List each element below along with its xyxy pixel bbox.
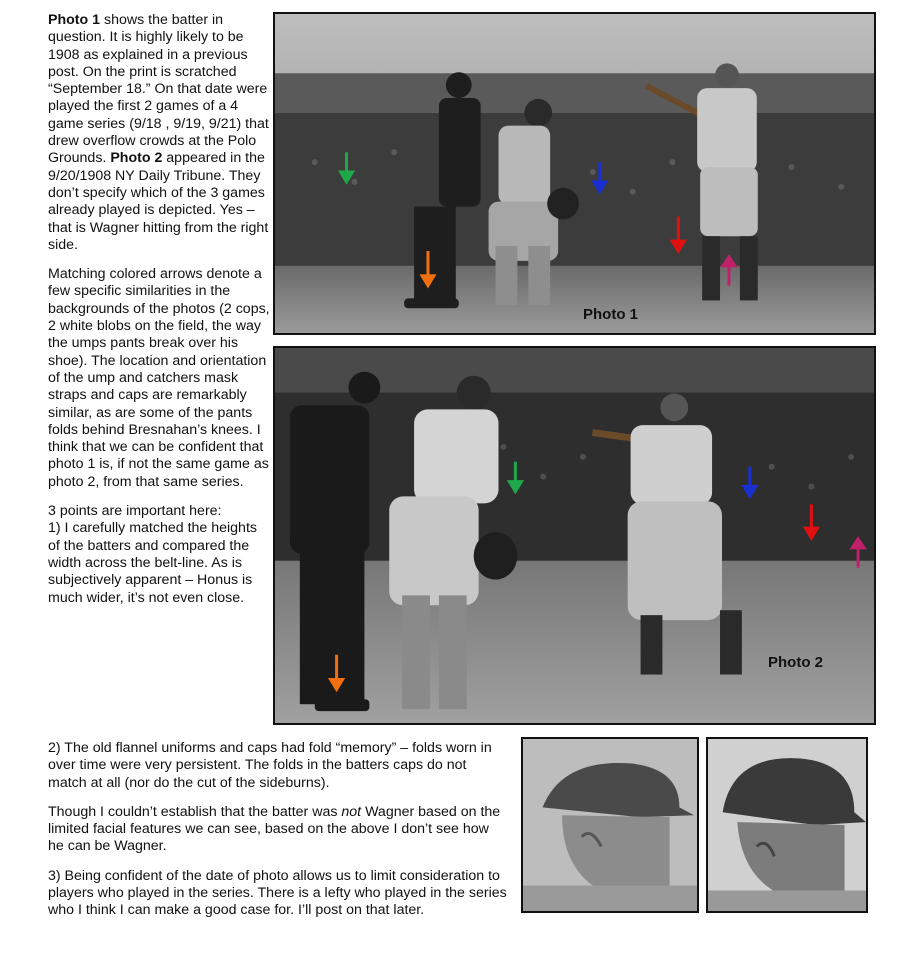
conclusion-text-1: Though I couldn’t establish that the batter was xyxy=(48,803,342,820)
conclusion-text-2: Wagner based on the limited facial features we can see, based on the above I don’t see how he can be Wagner. xyxy=(48,803,501,855)
photo1-label: Photo 1 xyxy=(583,306,638,323)
closeup-wagner-photo2 xyxy=(706,737,868,913)
closeup-batter-photo1 xyxy=(521,737,699,913)
paragraph-arrows: Matching colored arrows denote a few specific similarities in the backgrounds of the photos (2 cops, 2 white blobs on the field, the way the umps pants break over his shoe). The location and orientation of the ump and catchers mask straps and caps are remarkably similar, as are some of the pants folds behind Bresnahan’s knees. I think that we can be confident that photo 1 is, if not the same game as photo 2, from that same series. xyxy=(48,266,270,490)
closeup-1-image xyxy=(523,739,697,911)
points-heading: 3 points are important here: xyxy=(48,503,222,520)
photo-1-image xyxy=(275,14,874,333)
paragraph-wagner-conclusion xyxy=(48,804,508,856)
point-1: 1) I carefully matched the heights of the batters and compared the width across the belt-line. As is subjectively apparent – Honus is much wider, it’s not even close. xyxy=(48,520,257,606)
bottom-text-column xyxy=(48,740,508,920)
photo2-label: Photo 2 xyxy=(768,654,823,671)
closeup-2-image xyxy=(708,739,866,911)
intro-text-1: shows the batter in question. It is highly likely to be 1908 as explained in a previous post. On the print is scratched “September 18.” On that date were played the first 2 games of a 4 game series (9/18 , 9/19, 9/21) that drew overflow crowds at the Polo Grounds. xyxy=(48,12,269,167)
intro-text-2: appeared in the 9/20/1908 NY Daily Tribune. They don’t specify which of the 3 games already played is depicted. Yes – that is Wagner hitting from the right side. xyxy=(48,150,269,253)
conclusion-emphasis: not xyxy=(341,803,362,820)
photo2-ref: Photo 2 xyxy=(110,150,163,167)
paragraph-photo-intro xyxy=(48,12,270,254)
photo1-ref: Photo 1 xyxy=(48,12,101,28)
paragraph-points xyxy=(48,503,270,607)
point-3: 3) Being confident of the date of photo allows us to limit consideration to players who played in the series. There is a lefty who played in the series who I think I can make a good case for. I’ll post on that later. xyxy=(48,867,507,919)
point-2: 2) The old flannel uniforms and caps had fold “memory” – folds worn in over time were very persistent. The folds in the batters caps do not match at all (nor do the cut of the sideburns). xyxy=(48,740,492,791)
photo-1 xyxy=(273,12,876,335)
left-text-column xyxy=(48,12,270,607)
